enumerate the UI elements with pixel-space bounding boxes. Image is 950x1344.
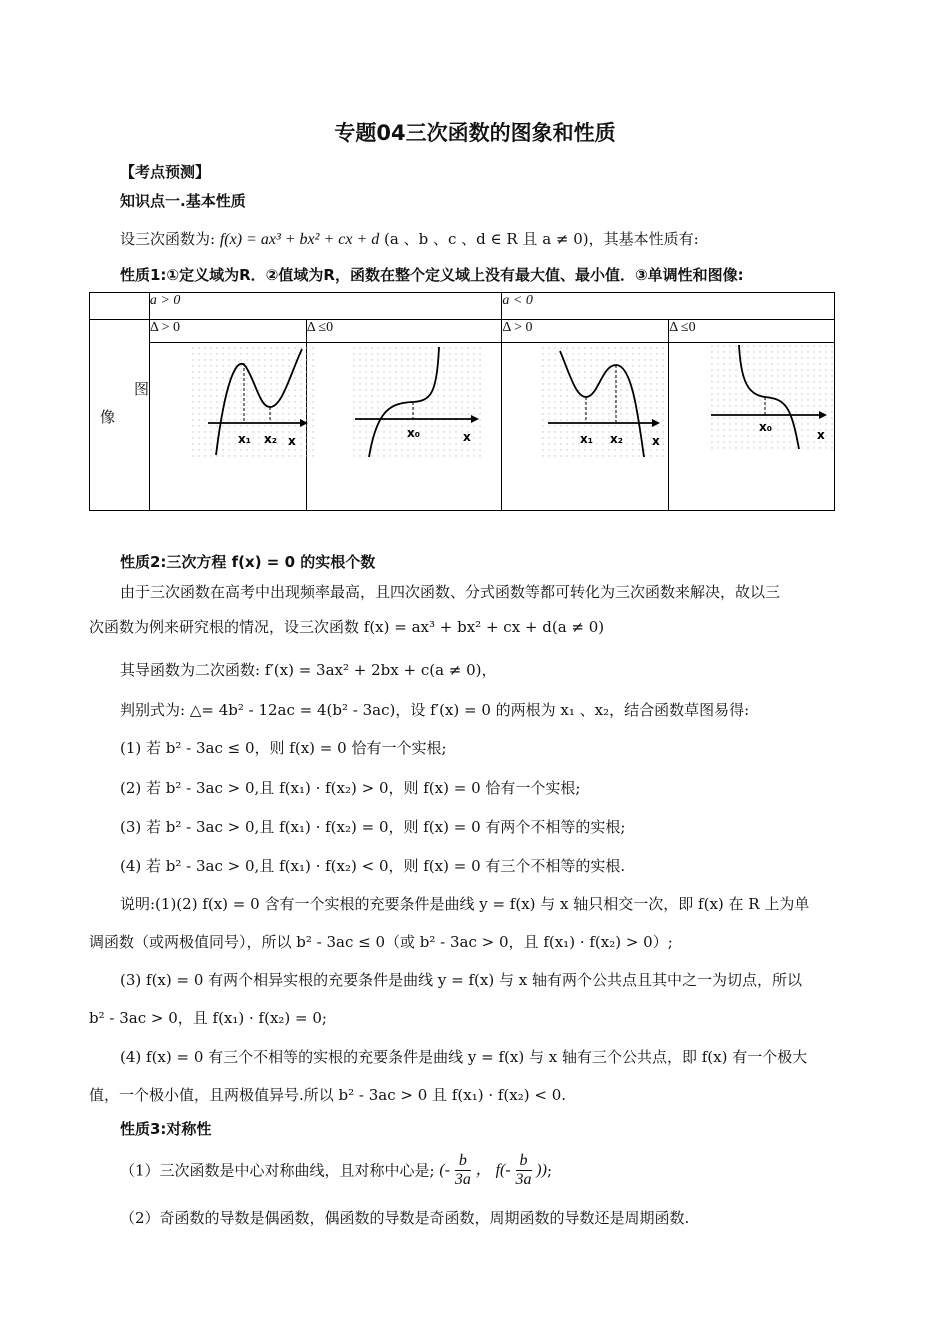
case-1: (1) 若 b² - 3ac ≤ 0，则 f(x) = 0 恰有一个实根;	[120, 739, 447, 757]
symmetry-line-2: （2）奇函数的导数是偶函数，偶函数的导数是奇函数，周期函数的导数还是周期函数.	[120, 1209, 690, 1227]
symmetry-line-1	[120, 1152, 552, 1189]
label-x0: x₀	[406, 426, 420, 440]
case-3: (3) 若 b² - 3ac > 0,且 f(x₁) · f(x₂) = 0，则 f(x) = 0 有两个不相等的实根;	[120, 818, 626, 836]
fraction-denominator: 3a	[454, 1171, 471, 1188]
p2-line-4: 判别式为: △= 4b² - 12ac = 4(b² - 3ac)，设 f′(x) = 0 的两根为 x₁ 、x₂，结合函数草图易得:	[120, 701, 750, 719]
note-1-line-2: 调函数（或两极值同号），所以 b² - 3ac ≤ 0（或 b² - 3ac > 0，且 f(x₁) · f(x₂) > 0）;	[89, 933, 673, 951]
label-x2: x₂	[610, 432, 624, 446]
fraction-b-over-3a-2	[516, 1152, 532, 1189]
header-delta-positive-2: Δ > 0	[502, 320, 669, 343]
fraction-numerator: b	[455, 1152, 471, 1171]
intro-formula: f(x) = ax³ + bx² + cx + d	[219, 231, 380, 248]
graph-a-neg-delta-pos	[540, 345, 666, 461]
row-label-2: 像	[100, 408, 116, 426]
center-close: ))	[536, 1161, 547, 1179]
graph-a-pos-delta-le	[351, 345, 481, 461]
center-open: (-	[439, 1161, 451, 1179]
p2-line-1: 由于三次函数在高考中出现频率最高，且四次函数、分式函数等都可转化为三次函数来解决，故以三	[120, 583, 781, 601]
graph-cell-1	[150, 343, 306, 501]
header-delta-le-2: Δ ≤0	[669, 320, 835, 343]
header-delta-le-1: Δ ≤0	[306, 320, 502, 343]
graph-a-neg-delta-le	[709, 343, 833, 453]
label-x0: x₀	[759, 420, 773, 434]
graph-cell-2	[307, 343, 502, 501]
header-a-positive: a > 0	[149, 293, 502, 320]
center-mid: ， f(-	[475, 1161, 511, 1179]
note-1-line-1: 说明:(1)(2) f(x) = 0 含有一个实根的充要条件是曲线 y = f(x) 与 x 轴只相交一次，即 f(x) 在 R 上为单	[120, 895, 810, 913]
header-delta-positive-1: Δ > 0	[149, 320, 306, 343]
header-a-negative: a < 0	[502, 293, 835, 320]
graph-cell-4	[669, 343, 834, 501]
page-title: 专题04三次函数的图象和性质	[334, 121, 616, 145]
case-2: (2) 若 b² - 3ac > 0,且 f(x₁) · f(x₂) > 0，则 f(x) = 0 恰有一个实根;	[120, 779, 581, 797]
intro-suffix: ，其基本性质有:	[588, 230, 699, 248]
note-2-line-2: b² - 3ac > 0，且 f(x₁) · f(x₂) = 0;	[89, 1009, 327, 1027]
label-x1: x₁	[580, 432, 594, 446]
graph-a-pos-delta-pos	[190, 345, 315, 461]
property-2-heading: 性质2:三次方程 f(x) = 0 的实根个数	[120, 553, 376, 571]
property-1: 性质1:①定义域为R．②值域为R，函数在整个定义域上没有最大值、最小值．③单调性和图像:	[120, 266, 744, 284]
note-3-line-1: (4) f(x) = 0 有三个不相等的实根的充要条件是曲线 y = f(x) 与 x 轴有三个公共点，即 f(x) 有一个极大	[120, 1048, 808, 1066]
row-label	[90, 320, 149, 510]
section-tag: 【考点预测】	[120, 163, 211, 181]
symmetry-end: ;	[546, 1161, 552, 1180]
property-3-heading: 性质3:对称性	[120, 1120, 212, 1138]
intro-line	[120, 229, 699, 250]
row-label-1: 图	[134, 380, 150, 398]
label-x1: x₁	[237, 432, 251, 446]
case-4: (4) 若 b² - 3ac > 0,且 f(x₁) · f(x₂) < 0，则 f(x) = 0 有三个不相等的实根.	[120, 857, 626, 875]
knowledge-point-heading: 知识点一.基本性质	[120, 192, 246, 210]
graph-cell-3	[502, 343, 668, 501]
monotonicity-table	[89, 292, 835, 511]
intro-prefix: 设三次函数为:	[120, 230, 216, 248]
p2-line-3: 其导函数为二次函数: f′(x) = 3ax² + 2bx + c(a ≠ 0)，	[120, 661, 497, 679]
fraction-b-over-3a	[455, 1152, 471, 1189]
label-x: x	[652, 434, 661, 448]
note-2-line-1: (3) f(x) = 0 有两个相异实根的充要条件是曲线 y = f(x) 与 x 轴有两个公共点且其中之一为切点，所以	[120, 971, 802, 989]
symmetry-prefix: （1）三次函数是中心对称曲线，且对称中心是;	[120, 1161, 435, 1180]
intro-condition: (a 、b 、c 、d ∈ R 且 a ≠ 0)	[384, 230, 589, 248]
label-x: x	[462, 430, 471, 444]
note-3-line-2: 值，一个极小值，且两极值异号.所以 b² - 3ac > 0 且 f(x₁) · f(x₂) < 0.	[89, 1086, 567, 1104]
fraction-denominator-2: 3a	[515, 1171, 532, 1188]
fraction-numerator-2: b	[516, 1152, 532, 1171]
label-x: x	[817, 428, 825, 442]
label-x2: x₂	[263, 432, 277, 446]
label-x: x	[287, 434, 296, 448]
p2-line-2: 次函数为例来研究根的情况，设三次函数 f(x) = ax³ + bx² + cx + d(a ≠ 0)	[89, 618, 605, 636]
